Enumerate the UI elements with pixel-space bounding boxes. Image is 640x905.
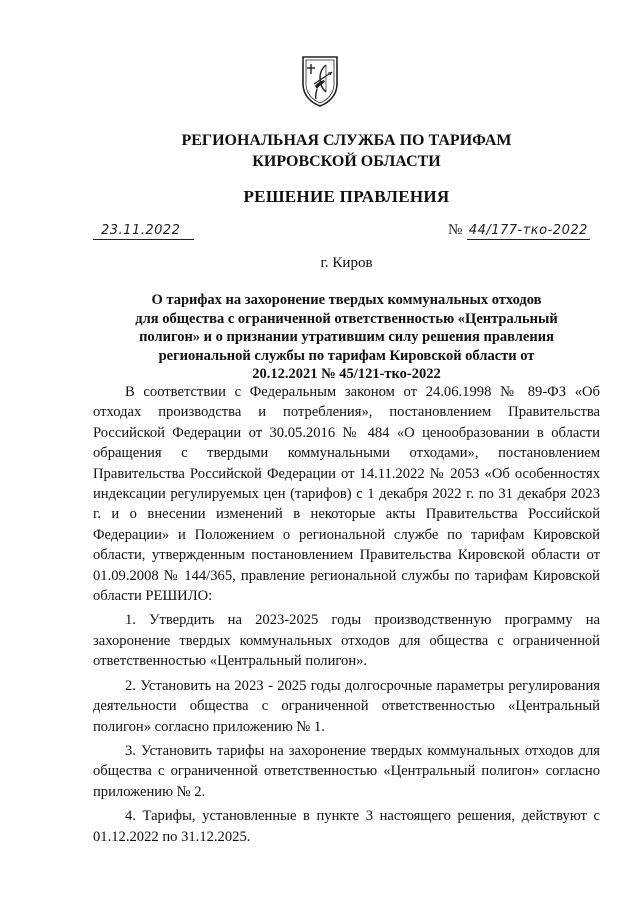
decision-title: РЕШЕНИЕ ПРАВЛЕНИЯ [243, 187, 450, 206]
item-3-paragraph: 3. Установить тарифы на захоронение твердых коммунальных отходов для общества с ограниченной ответственностью «Центральный полигон» согласно приложению № 2. [93, 742, 600, 800]
subject-line5: 20.12.2021 № 45/121-тко-2022 [252, 366, 441, 382]
subject-line4: региональной службы по тарифам Кировской области от [158, 347, 535, 364]
subject-line1: О тарифах на захоронение твердых коммунальных отходов [151, 292, 542, 308]
item-4-paragraph: 4. Тарифы, установленные в пункте 3 настоящего решения, действуют с 01.12.2022 по 31.12.2025. [93, 808, 600, 845]
agency-name-line1: РЕГИОНАЛЬНАЯ СЛУЖБА ПО ТАРИФАМ [181, 132, 512, 149]
number-sign: № [448, 222, 463, 238]
emblem-container [0, 54, 640, 108]
decision-date: 23.11.2022 [93, 223, 194, 240]
kirov-region-coat-of-arms-icon [300, 54, 340, 108]
subject-line3: полигон» и о признании утратившим силу решения правления [139, 329, 554, 345]
decision-body [93, 382, 600, 851]
decision-subject [93, 291, 600, 384]
item-2-paragraph: 2. Установить на 2023 - 2025 годы долгосрочные параметры регулирования деятельности общества с ограниченной ответственностью «Центральный полигон» согласно приложению № 1. [93, 677, 600, 735]
decision-number-value: 44/177-тко-2022 [468, 223, 588, 238]
item-1-paragraph: 1. Утвердить на 2023-2025 годы производственную программу на захоронение твердых коммунальных отходов для общества с ограниченной ответственностью «Центральный полигон». [93, 612, 600, 670]
city-name: г. Киров [320, 255, 373, 271]
agency-name-line2: КИРОВСКОЙ ОБЛАСТИ [252, 153, 441, 170]
preamble-paragraph: В соответствии с Федеральным законом от 24.06.1998 № 89-ФЗ «Об отходах производства и потребления», постановлением Правительства Российской Федерации от 30.05.2016 № 484 «О ценообразовании в области обращения с твердыми коммунальными отходами», постановлением Правительства Российской Федерации от 14.11.2022 № 2053 «Об особенностях индексации регулируемых цен (тарифов) с 1 декабря 2022 г. по 31 декабря 2023 г. и о внесении изменений в некоторые акты Правительства Российской Федерации» и Положением о региональной службе по тарифам Кировской области, утвержденным постановлением Правительства Кировской области от 01.09.2008 № 144/365, правление региональной службы по тарифам Кировской области РЕШИЛО: [93, 384, 600, 605]
subject-line2: для общества с ограниченной ответственностью «Центральный [135, 310, 558, 327]
agency-name [93, 130, 600, 172]
decision-number [448, 222, 590, 239]
